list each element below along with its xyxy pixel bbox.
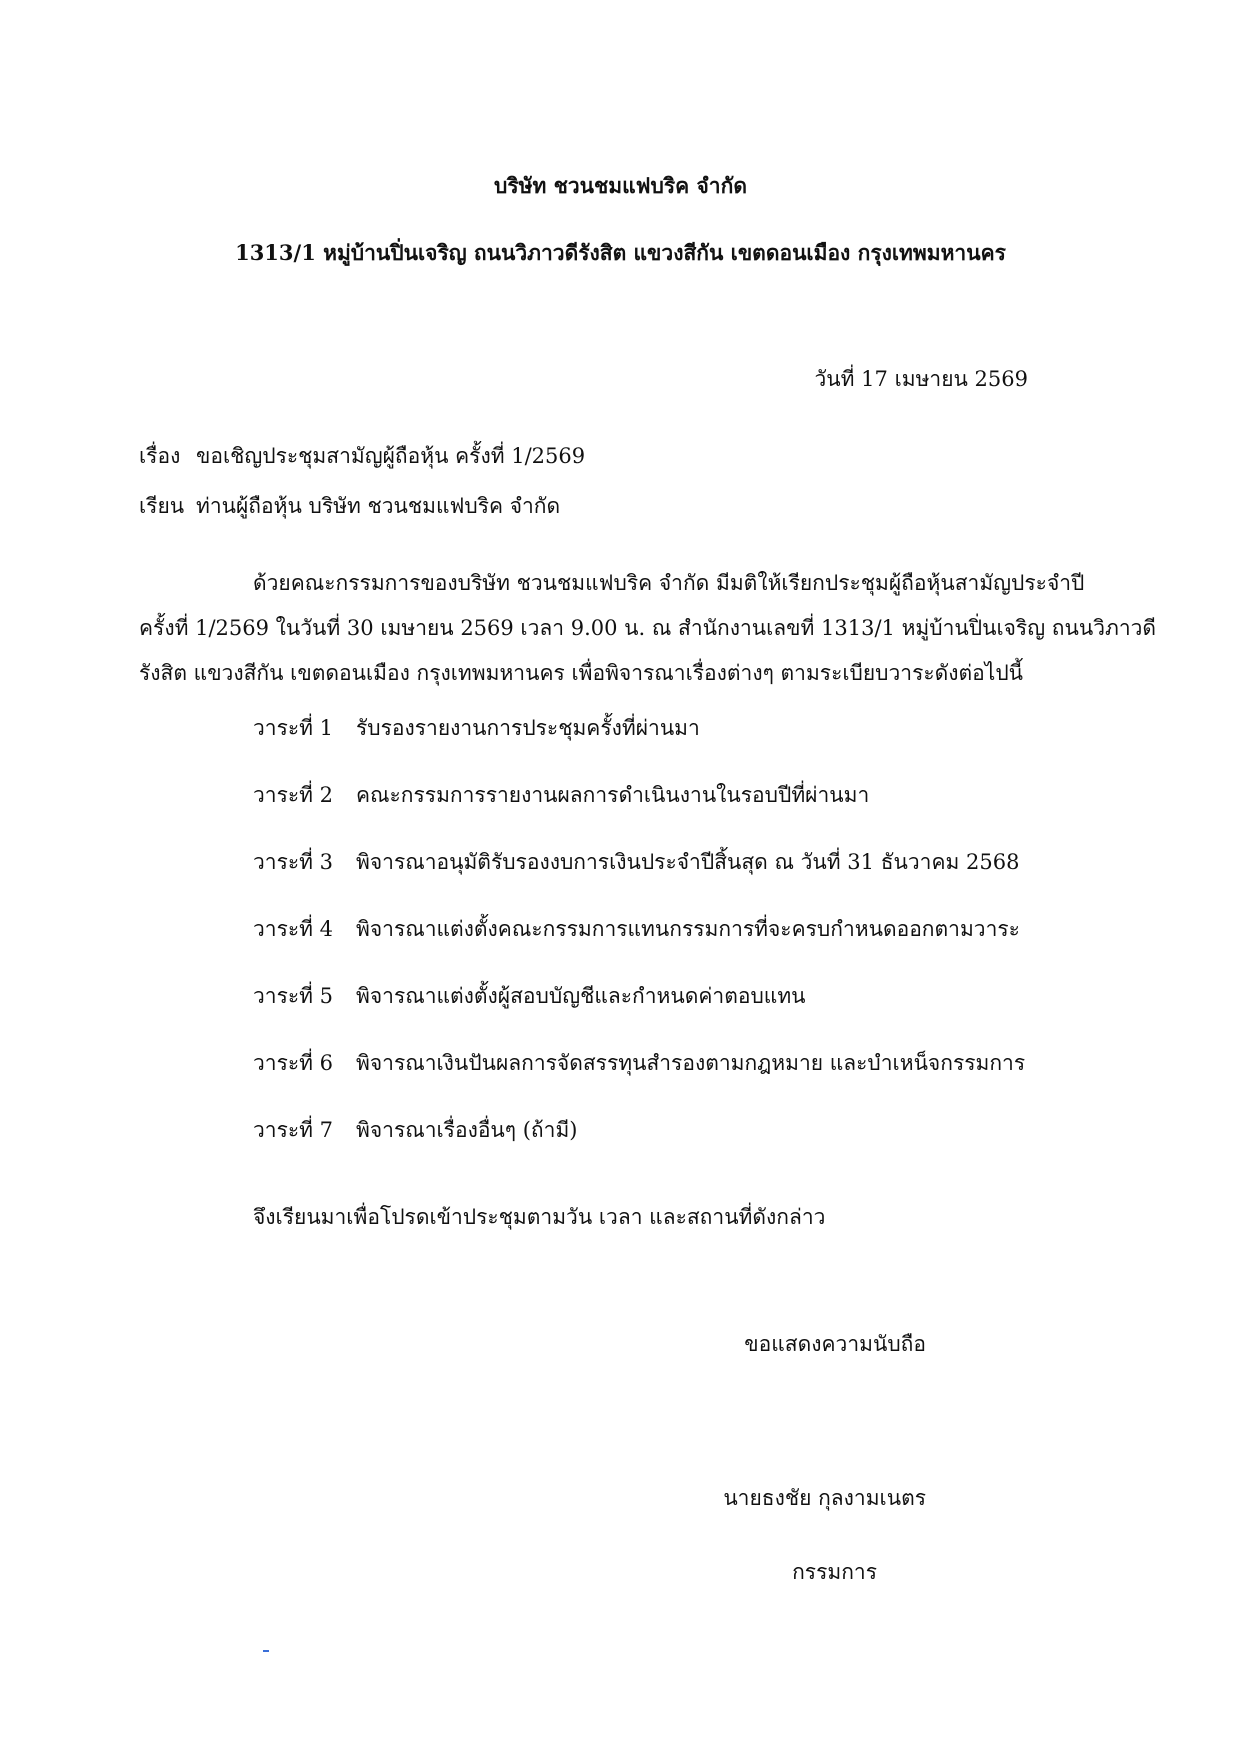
- agenda-number: วาระที่ 1: [253, 716, 334, 740]
- body-line-3: รังสิต แขวงสีกัน เขตดอนเมือง กรุงเทพมหานคร เพื่อพิจารณาเรื่องต่างๆ ตามระเบียบวาระดังต่อไปนี้: [139, 661, 1024, 685]
- subject-text: ขอเชิญประชุมสามัญผู้ถือหุ้น ครั้งที่ 1/2569: [196, 444, 586, 468]
- agenda-text: พิจารณาเงินปันผลการจัดสรรทุนสำรองตามกฎหมาย และบำเหน็จกรรมการ: [356, 1051, 1026, 1075]
- agenda-text: รับรองรายงานการประชุมครั้งที่ผ่านมา: [356, 716, 700, 740]
- subject-label: เรื่อง: [139, 444, 181, 468]
- letter-date: วันที่ 17 เมษายน 2569: [814, 367, 1028, 391]
- agenda-number: วาระที่ 7: [253, 1118, 334, 1142]
- signer-title: กรรมการ: [792, 1560, 877, 1584]
- agenda-number: วาระที่ 3: [253, 850, 334, 874]
- agenda-number: วาระที่ 5: [253, 984, 334, 1008]
- agenda-number: วาระที่ 4: [253, 917, 334, 941]
- agenda-number: วาระที่ 2: [253, 783, 334, 807]
- company-name: บริษัท ชวนชมแฟบริค จำกัด: [494, 173, 747, 198]
- recipient-label: เรียน: [139, 494, 185, 518]
- agenda-text: พิจารณาแต่งตั้งผู้สอบบัญชีและกำหนดค่าตอบแทน: [356, 984, 806, 1008]
- agenda-number: วาระที่ 6: [253, 1051, 334, 1075]
- company-address: 1313/1 หมู่บ้านปิ่นเจริญ ถนนวิภาวดีรังสิต แขวงสีกัน เขตดอนเมือง กรุงเทพมหานคร: [235, 240, 1006, 265]
- regards-text: ขอแสดงความนับถือ: [744, 1332, 926, 1356]
- agenda-text: พิจารณาอนุมัติรับรองงบการเงินประจำปีสิ้นสุด ณ วันที่ 31 ธันวาคม 2568: [356, 850, 1020, 874]
- agenda-text: พิจารณาแต่งตั้งคณะกรรมการแทนกรรมการที่จะครบกำหนดออกตามวาระ: [356, 917, 1020, 941]
- body-line-1: ด้วยคณะกรรมการของบริษัท ชวนชมแฟบริค จำกัด มีมติให้เรียกประชุมผู้ถือหุ้นสามัญประจำปี: [253, 571, 1085, 595]
- agenda-text: พิจารณาเรื่องอื่นๆ (ถ้ามี): [356, 1118, 578, 1142]
- body-line-2: ครั้งที่ 1/2569 ในวันที่ 30 เมษายน 2569 เวลา 9.00 น. ณ สำนักงานเลขที่ 1313/1 หมู่บ้านปิ่นเจริญ ถนนวิภาวดี: [139, 616, 1157, 640]
- agenda-text: คณะกรรมการรายงานผลการดำเนินงานในรอบปีที่ผ่านมา: [356, 783, 870, 807]
- closing-text: จึงเรียนมาเพื่อโปรดเข้าประชุมตามวัน เวลา และสถานที่ดังกล่าว: [253, 1205, 826, 1229]
- recipient-text: ท่านผู้ถือหุ้น บริษัท ชวนชมแฟบริค จำกัด: [196, 494, 561, 518]
- signer-name: นายธงชัย กุลงามเนตร: [723, 1486, 926, 1510]
- stray-mark: [263, 1650, 269, 1652]
